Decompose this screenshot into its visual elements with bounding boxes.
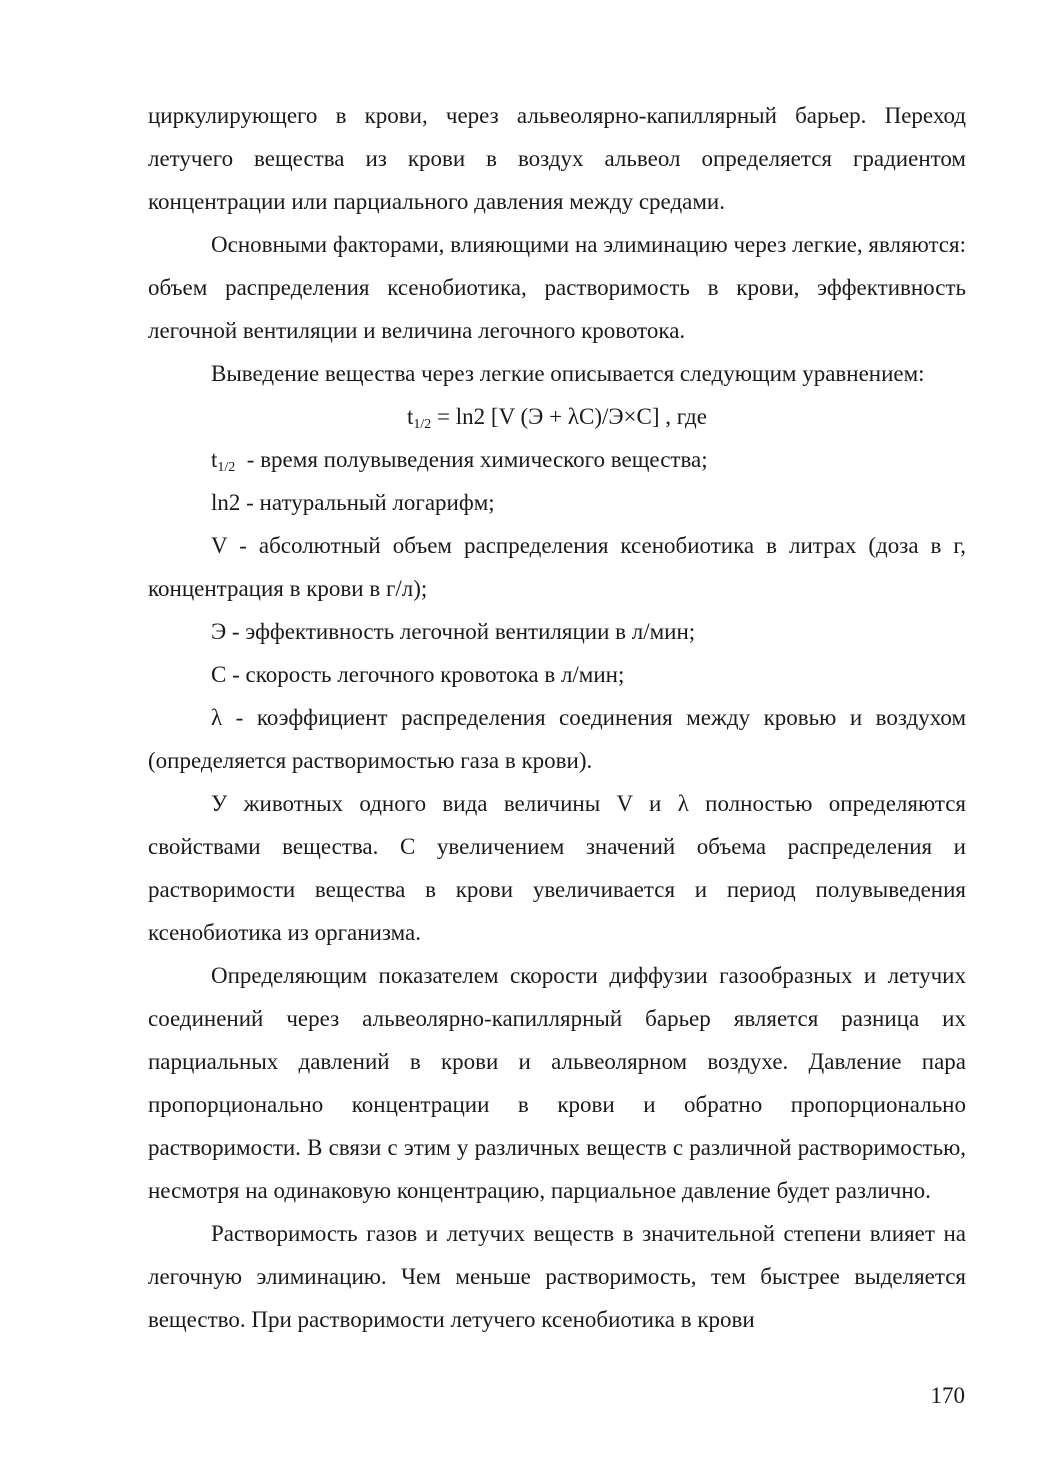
definition-t-text: - время полувыведения химического вещества; bbox=[235, 447, 708, 472]
formula-expression: = ln2 [V (Э + λC)/Э×C] , где bbox=[431, 404, 707, 429]
definition-t-subscript: 1/2 bbox=[217, 460, 236, 475]
page-number: 170 bbox=[930, 1383, 965, 1408]
paragraph-continuation: циркулирующего в крови, через альвеолярно-капиллярный барьер. Переход летучего вещества из крови в воздух альвеол определяется градиентом концентрации или парциального давления между средами. bbox=[148, 103, 966, 214]
definition-t-half bbox=[148, 438, 966, 481]
definition-t-symbol: t bbox=[211, 447, 218, 472]
paragraph-animals: У животных одного вида величины V и λ полностью определяются свойствами вещества. С увеличением значений объема распределения и растворимости вещества в крови увеличивается и период полувыведения ксенобиотика из организма. bbox=[148, 791, 966, 945]
definition-ln2: ln2 - натуральный логарифм; bbox=[211, 490, 495, 515]
formula-t: t bbox=[407, 404, 414, 429]
paragraph-diffusion: Определяющим показателем скорости диффузии газообразных и летучих соединений через альвеолярно-капиллярный барьер является разница их парциальных давлений в крови и альвеолярном воздухе. Давление пара пропорционально концентрации в крови и обратно пропорционально растворимости. В связи с этим у различных веществ с различной растворимостью, несмотря на одинаковую концентрацию, парциальное давление будет различно. bbox=[148, 963, 966, 1203]
definition-e: Э - эффективность легочной вентиляции в л/мин; bbox=[211, 619, 696, 644]
definition-v: V - абсолютный объем распределения ксенобиотика в литрах (доза в г, концентрация в крови в г/л); bbox=[148, 533, 966, 601]
definition-lambda: λ - коэффициент распределения соединения между кровью и воздухом (определяется растворимостью газа в крови). bbox=[148, 705, 966, 773]
formula-subscript: 1/2 bbox=[413, 417, 432, 432]
paragraph-equation-intro: Выведение вещества через легкие описывается следующим уравнением: bbox=[211, 361, 925, 386]
formula-half-life bbox=[148, 395, 966, 438]
page-body bbox=[148, 94, 966, 1341]
definition-c: С - скорость легочного кровотока в л/мин; bbox=[211, 662, 625, 687]
paragraph-solubility: Растворимость газов и летучих веществ в значительной степени влияет на легочную элиминацию. Чем меньше растворимость, тем быстрее выделяется вещество. При растворимости летучего ксенобиотика в крови bbox=[148, 1221, 966, 1332]
paragraph-factors: Основными факторами, влияющими на элиминацию через легкие, являются: объем распределения ксенобиотика, растворимость в крови, эффективность легочной вентиляции и величина легочного кровотока. bbox=[148, 232, 966, 343]
